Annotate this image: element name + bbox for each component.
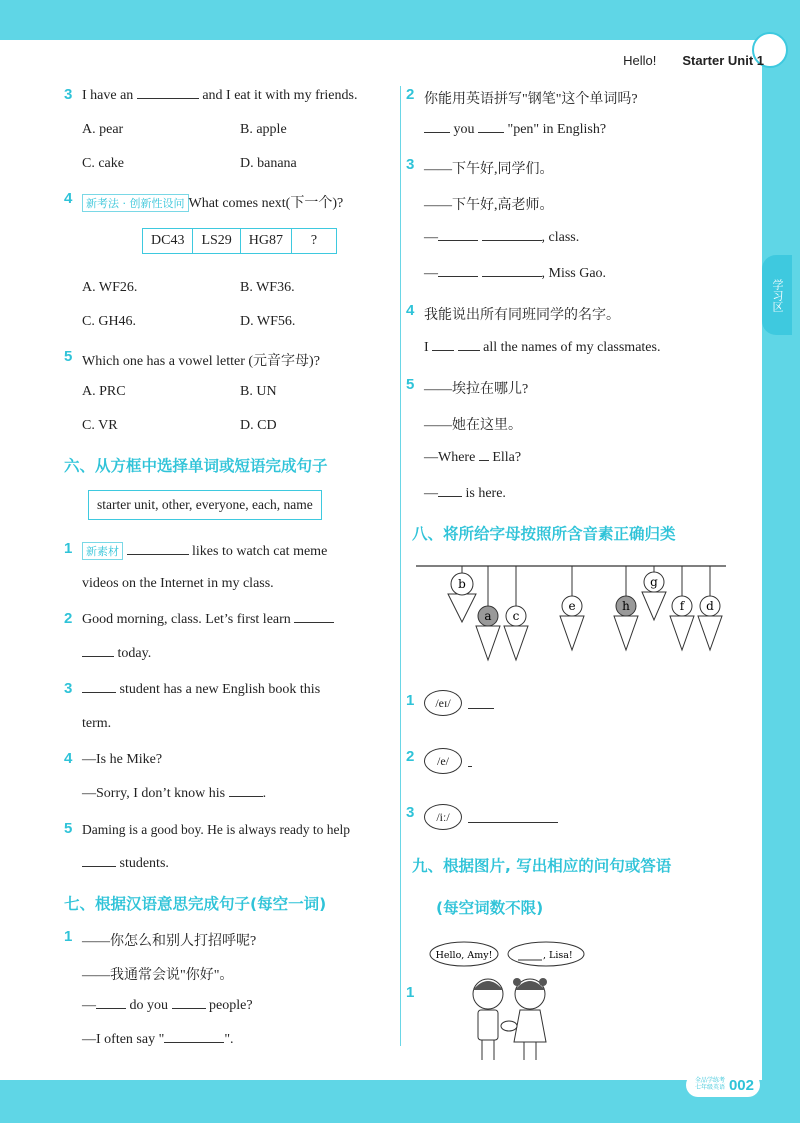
ice-cream-e — [560, 566, 584, 650]
question-line: today. — [82, 646, 151, 662]
question-line: Daming is a good boy. He is always ready to help — [82, 822, 350, 837]
tag-label: 新素材 — [82, 542, 123, 560]
answer-blank[interactable] — [468, 708, 494, 709]
letter-d: d — [706, 599, 714, 613]
bubble-text-left: Hello, Amy! — [435, 950, 493, 961]
question-line: ——埃拉在哪儿? — [424, 382, 529, 397]
tag-label: 新考法 · 创新性设问 — [82, 194, 189, 212]
header-title: Hello! — [623, 52, 657, 68]
answer-blank[interactable] — [82, 866, 116, 867]
question-line: ——下午好,高老师。 — [424, 198, 554, 213]
answer-blank[interactable] — [424, 132, 450, 133]
answer-blank[interactable] — [164, 1042, 224, 1043]
question-line: ——她在这里。 — [424, 418, 522, 433]
answer-blank[interactable] — [478, 132, 504, 133]
answer-blank[interactable] — [172, 1008, 206, 1009]
q-number: 4 — [64, 750, 73, 767]
option[interactable]: C. cake — [82, 156, 124, 171]
question-line: ——我通常会说"你好"。 — [82, 968, 234, 983]
section-title: 九、根据图片, 写出相应的问句或答语 — [412, 857, 672, 875]
q-number: 4 — [406, 302, 415, 319]
section-title: 六、从方框中选择单词或短语完成句子 — [64, 457, 328, 475]
ice-cream-a — [476, 566, 500, 660]
letter-c: c — [512, 609, 520, 623]
question-line: I all the names of my classmates. — [424, 340, 661, 355]
question-line: — , Miss Gao. — [424, 266, 607, 281]
option[interactable]: B. UN — [240, 384, 277, 399]
question-line: videos on the Internet in my class. — [82, 576, 274, 591]
section-title: 八、将所给字母按照所含音素正确归类 — [412, 525, 676, 543]
question-line: 我能说出所有同班同学的名字。 — [424, 308, 620, 323]
option[interactable]: C. GH46. — [82, 314, 137, 329]
q-number: 1 — [406, 692, 415, 709]
option[interactable]: A. WF26. — [82, 280, 138, 295]
answer-blank[interactable] — [479, 460, 489, 461]
holding-hands-icon — [501, 1021, 517, 1031]
answer-blank[interactable] — [468, 766, 472, 767]
question-line: Which one has a vowel letter (元音字母)? — [82, 354, 320, 369]
letter-g: g — [650, 575, 658, 589]
q-number: 2 — [406, 86, 415, 103]
ice-cream-b — [448, 566, 476, 622]
option[interactable]: B. apple — [240, 122, 287, 137]
option[interactable]: A. PRC — [82, 384, 126, 399]
ice-cream-h — [614, 566, 638, 650]
question-line: — do you people? — [82, 998, 253, 1013]
letter-e: e — [568, 599, 576, 613]
option[interactable]: B. WF36. — [240, 280, 295, 295]
q-number: 2 — [64, 610, 73, 627]
question-line: —I often say " ". — [82, 1032, 234, 1047]
ice-cream-letters-figure — [414, 560, 730, 670]
question-line: you "pen" in English? — [424, 122, 606, 138]
question-line: — is here. — [424, 486, 506, 501]
q-number: 3 — [406, 804, 415, 821]
phoneme-circle: /eɪ/ — [424, 690, 462, 716]
q-number: 3 — [406, 156, 415, 173]
question-line: ——你怎么和别人打招呼呢? — [82, 934, 257, 949]
answer-blank[interactable] — [96, 1008, 126, 1009]
ice-cream-g — [642, 566, 666, 620]
q-number: 5 — [64, 820, 73, 837]
question-line: —Where Ella? — [424, 450, 522, 465]
question-line: 你能用英语拼写"钢笔"这个单词吗? — [424, 92, 638, 107]
answer-blank[interactable] — [432, 350, 454, 351]
answer-blank[interactable] — [468, 822, 558, 823]
header-unit: Starter Unit 1 — [682, 52, 764, 68]
footer-brand: 全品学练考 七年级英语 — [694, 1078, 725, 1091]
girl-amy-icon — [473, 979, 503, 1060]
ice-cream-d — [698, 566, 722, 650]
column-divider — [400, 86, 401, 1046]
question-line: —Is he Mike? — [82, 752, 163, 767]
option[interactable]: D. CD — [240, 418, 277, 433]
question-line: term. — [82, 716, 112, 731]
letter-a: a — [484, 609, 492, 623]
section-title: 七、根据汉语意思完成句子(每空一词) — [64, 895, 327, 913]
answer-blank[interactable] — [127, 554, 189, 555]
bubble-text-right: , Lisa! — [543, 950, 573, 961]
answer-blank[interactable] — [458, 350, 480, 351]
page-footer — [686, 1073, 760, 1097]
q-number: 1 — [406, 984, 415, 1001]
phoneme-circle: /iː/ — [424, 804, 462, 830]
answer-blank[interactable] — [229, 796, 263, 797]
answer-blank[interactable] — [438, 240, 478, 241]
option[interactable]: D. WF56. — [240, 314, 296, 329]
answer-blank[interactable] — [438, 276, 478, 277]
q-number: 3 — [64, 86, 73, 103]
letter-f: f — [679, 599, 685, 613]
question-line: — , class. — [424, 230, 580, 245]
q-number: 1 — [64, 540, 73, 557]
ice-cream-c — [504, 566, 528, 660]
q-number: 5 — [406, 376, 415, 393]
question-line: ——下午好,同学们。 — [424, 162, 554, 177]
section-subtitle: (每空词数不限) — [436, 899, 544, 917]
question-line: Good morning, class. Let’s first learn — [82, 612, 334, 628]
girl-lisa-icon — [513, 978, 547, 1060]
word-box: starter unit, other, everyone, each, name — [88, 490, 322, 520]
letter-b: b — [458, 577, 466, 591]
answer-blank[interactable] — [82, 656, 114, 657]
question-line: students. — [82, 856, 169, 872]
question-line: —Sorry, I don’t know his . — [82, 786, 267, 801]
question-line: 新素材 likes to watch cat meme — [82, 542, 327, 560]
option[interactable]: C. VR — [82, 418, 118, 433]
page-number: 002 — [728, 1076, 754, 1094]
side-tab-study[interactable]: 学习区 — [762, 255, 792, 335]
ice-cream-f — [670, 566, 694, 650]
answer-blank[interactable] — [294, 622, 334, 623]
q-number: 2 — [406, 748, 415, 765]
answer-blank[interactable] — [438, 496, 462, 497]
letter-h: h — [622, 599, 630, 613]
page-header — [623, 40, 764, 80]
question-line: 新考法 · 创新性设问 What comes next(下一个)? — [82, 192, 343, 212]
answer-blank[interactable] — [137, 98, 199, 99]
q-number: 5 — [64, 348, 73, 365]
answer-blank[interactable] — [82, 692, 116, 693]
q-number: 3 — [64, 680, 73, 697]
answer-blank[interactable] — [482, 240, 542, 241]
question-line: I have an and I eat it with my friends. — [82, 88, 358, 103]
option[interactable]: D. banana — [240, 156, 297, 171]
question-line: student has a new English book this — [82, 682, 320, 698]
greeting-picture — [424, 938, 610, 1064]
phoneme-circle: /e/ — [424, 748, 462, 774]
option[interactable]: A. pear — [82, 122, 124, 137]
q-number: 4 — [64, 190, 73, 207]
q-number: 1 — [64, 928, 73, 945]
answer-blank[interactable] — [482, 276, 542, 277]
sequence-box: DC43 LS29 HG87 ? — [142, 228, 337, 254]
